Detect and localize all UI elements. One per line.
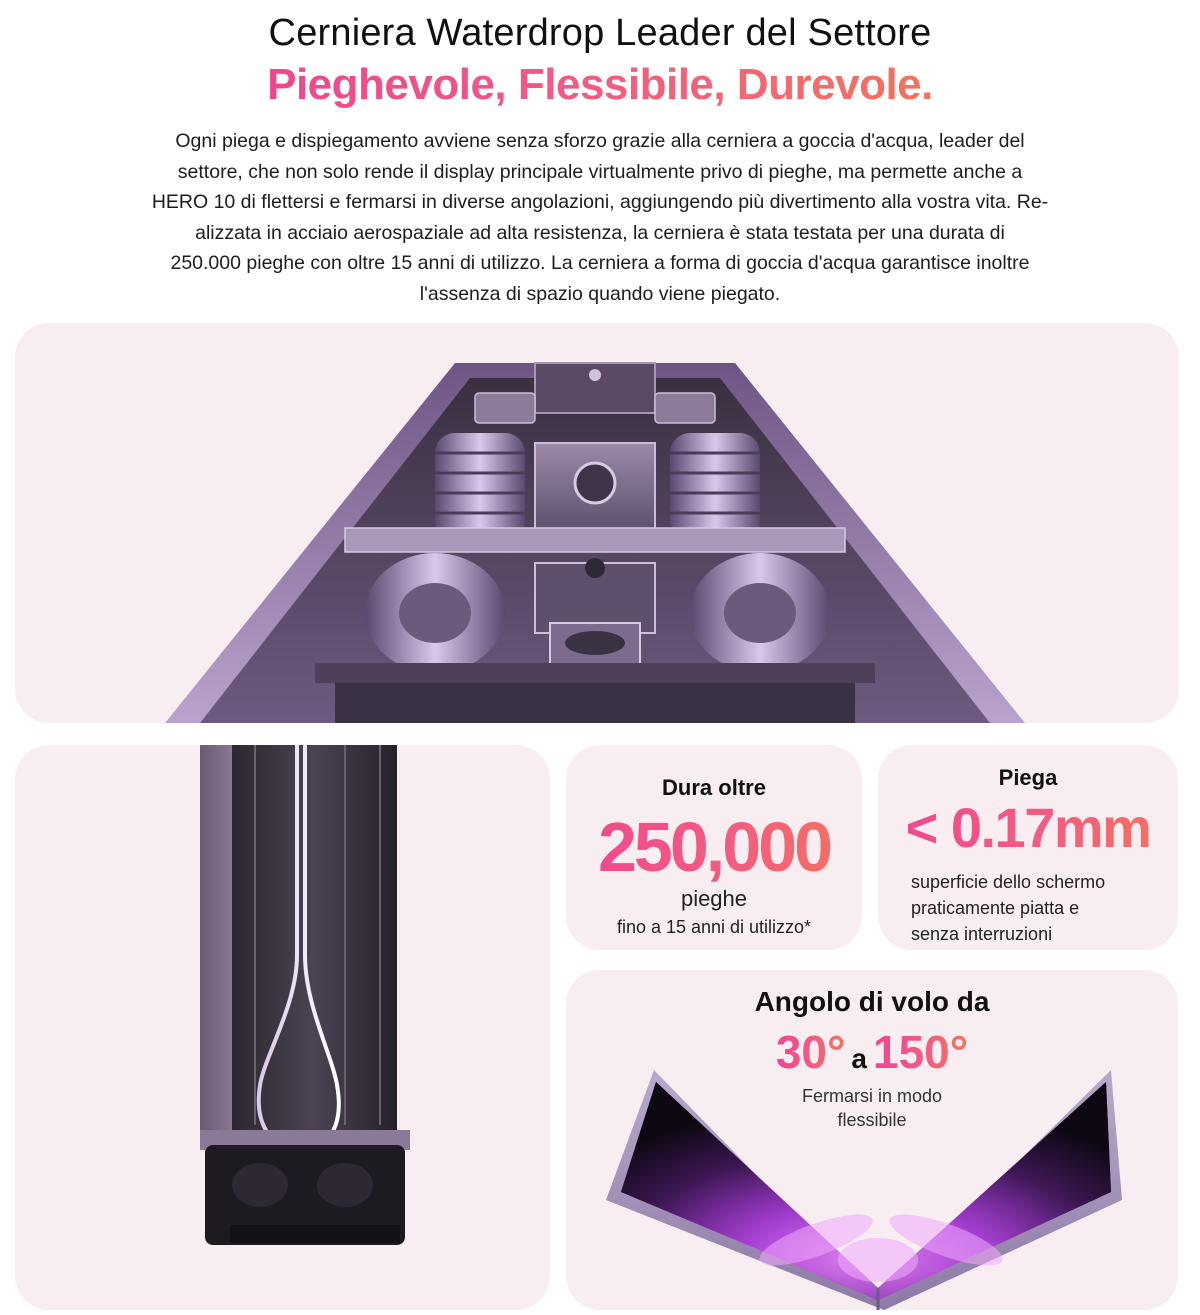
angle-description-line: Fermarsi in modo [801, 1086, 943, 1106]
angle-heading: Angolo di volo da [754, 986, 990, 1017]
intro-line: settore, che non solo rende il display principale virtualmente privo di pieghe, ma permette anche a [177, 160, 1023, 183]
angle-from: 30° [775, 1026, 846, 1078]
page-title: Cerniera Waterdrop Leader del Settore [268, 12, 932, 54]
angle-to: 150° [872, 1026, 969, 1078]
folded-phone-image [15, 745, 550, 1310]
crease-description-line: superficie dello schermo [911, 872, 1106, 892]
subtitle-text: Pieghevole, Flessibile, Durevole. [267, 60, 933, 109]
angle-description [566, 1084, 1178, 1132]
hinge-mechanism-illustration [15, 323, 1179, 723]
hinge-hero-image [15, 323, 1179, 723]
crease-heading: Piega [998, 765, 1058, 790]
page-subtitle [0, 60, 1200, 110]
durability-card [566, 745, 862, 950]
half-open-phone-illustration [566, 970, 1178, 1310]
durability-unit: pieghe [680, 886, 748, 911]
crease-description-line: senza interruzioni [911, 924, 1053, 944]
intro-line: l'assenza di spazio quando viene piegato. [419, 282, 781, 305]
folded-phone-side-illustration [15, 745, 550, 1310]
crease-description-line: praticamente piatta e [911, 898, 1080, 918]
crease-description [911, 869, 1161, 947]
crease-value: < 0.17mm [878, 795, 1178, 860]
angle-connector: a [851, 1043, 867, 1074]
angle-card [566, 970, 1178, 1310]
intro-line: 250.000 pieghe con oltre 15 anni di utilizzo. La cerniera a forma di goccia d'acqua garantisce inoltre [170, 252, 1030, 275]
intro-line: Ogni piega e dispiegamento avviene senza sforzo grazie alla cerniera a goccia d'acqua, leader del [175, 130, 1025, 152]
intro-paragraph [40, 126, 1160, 310]
crease-card [878, 745, 1178, 950]
intro-line: HERO 10 di flettersi e fermarsi in diverse angolazioni, aggiungendo più divertimento alla vostra vita. Re- [151, 191, 1049, 214]
durability-value: 250,000 [566, 807, 862, 887]
durability-heading: Dura oltre [662, 775, 766, 800]
angle-description-line: flessibile [837, 1110, 907, 1130]
intro-line: alizzata in acciaio aerospaziale ad alta resistenza, la cerniera è stata testata per una durata di [195, 221, 1005, 244]
durability-note: fino a 15 anni di utilizzo* [616, 917, 812, 937]
